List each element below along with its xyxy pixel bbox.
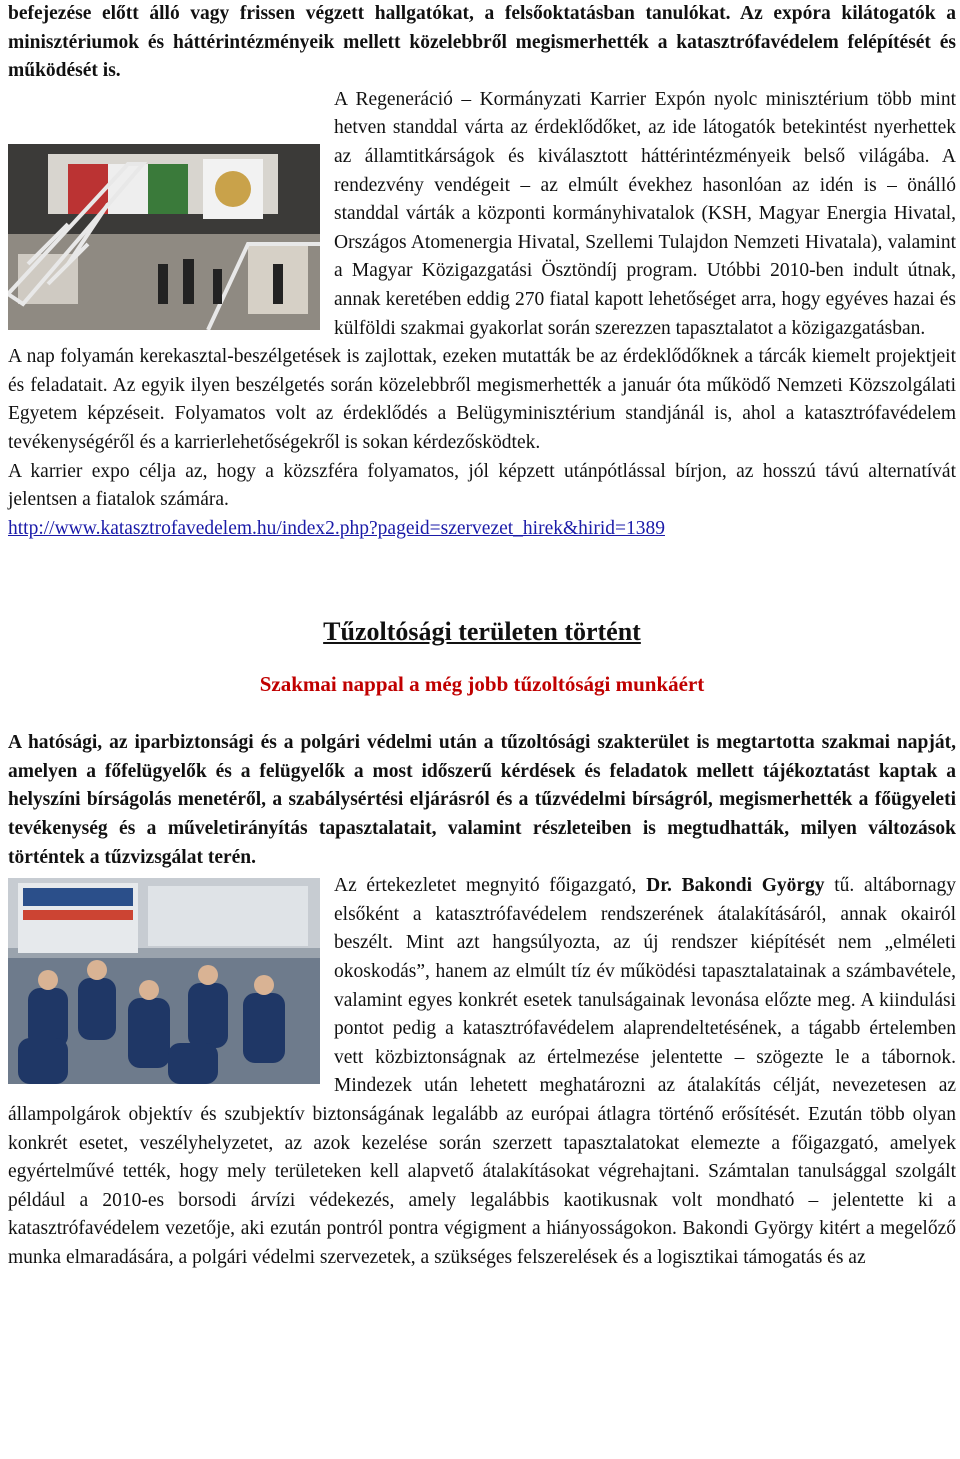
meeting-text-start: Az értekezletet megnyitó főigazgató, [334, 875, 647, 897]
roundtable-paragraph: A nap folyamán kerekasztal-beszélgetések is zajlottak, ezeken mutatták be az érdeklődőknek a tárcák kiemelt projektjeit és feladatait. Az egyik ilyen beszélgetés során közelebbről megismerhették a január óta működő Nemzeti Közszolgálati Egyetem képzéseit. Folyamatos volt az érdeklődés a Belügyminisztérium standjánál is, ahol a katasztrófavédelem tevékenységéről és a karrierlehetőségekről is sokan kérdezősködtek. [8, 346, 956, 453]
intro-paragraph: befejezése előtt álló vagy frissen végzett hallgatókat, a felsőoktatásban tanulókat. Az expóra kilátogatók a minisztériumok és háttérintézményeik mellett közelebbről megismerhették a katasztrófavédelem felépítését és működését is. [8, 3, 956, 82]
section-title: Tűzoltósági területen történt [323, 617, 641, 647]
document-page [8, 0, 956, 1273]
meeting-text-rest: tű. altábornagy elsőként a katasztrófavédelem rendszerének átalakításáról, annak okairól beszélt. Mint azt hangsúlyozta, az új rendszer kiépítését nem „elméleti okoskodás”, hanem az elmúlt tíz év működési tapasztalatainak a számbavétele, valamint egyes konkrét esetek tanulságainak levonása előzte meg. A kiindulási pontot pedig a katasztrófavédelem alaprendeltetésének, a tágabb értelemben vett közbiztonságnak az értelmezése jelentette – szögezte le a tábornok. Mindezek után lehetett meghatározni az átalakítás célját, nevezetesen az állampolgárok objektív és szubjektív biztonságának legalább az európai átlagra történő erősítését. Ezután több olyan konkrét esetet, veszélyhelyzetet, az azok kezelése során szerzett tapasztalatokat elemezte a főigazgató, amelyek egyértelművé tették, hogy mely területeken kell alapvető átalakításokat végrehajtani. Számtalan tanulsággal szolgált például a 2010-es borsodi árvízi védekezés, amely legalábbis kaotikusnak volt mondható – jelentette ki a katasztrófavédelem vezetője, aki ezután pontról pontra végigment a hiányosságokon. Bakondi György kitért a megelőző munka elmaradására, a polgári védelmi szervezetek, a szükséges felszerelések és a logisztikai támogatás és az [8, 875, 956, 1268]
expo-paragraph [8, 86, 956, 343]
section-subtitle: Szakmai nappal a még jobb tűzoltósági munkáért [259, 672, 705, 697]
lead-paragraph: A hatósági, az iparbiztonsági és a polgári védelmi után a tűzoltósági szakterület is megtartotta szakmai napját, amelyen a főfelügyelők és a felügyelők a most időszerű kérdések és feladatok mellett tájékoztatást kaptak a helyszíni bírságolás menetéről, a szabálysértési eljárásról és a tűzvédelmi bírságról, megismerhették a főügyeleti tevékenység és a műveletirányítás tapasztalatait, valamint részleteiben is megtudhatták, milyen változások történtek a tűzvizsgálat terén. [8, 732, 956, 868]
source-link[interactable]: http://www.katasztrofavedelem.hu/index2.php?pageid=szervezet_hirek&hirid=1389 [8, 517, 665, 539]
meeting-paragraph [8, 872, 956, 1272]
meeting-photo [8, 878, 320, 1084]
expo-hall-photo [8, 144, 320, 330]
meeting-image [8, 878, 320, 1084]
expo-hall-image [8, 144, 320, 330]
expo-text: A Regeneráció – Kormányzati Karrier Expón nyolc minisztérium több mint hetven standdal várta az érdeklődőket, az ide látogatók betekintést nyerhettek az államtitkárságok és kiválasztott háttérintézményeik belső világába. A rendezvény vendégeit – az elmúlt évekhez hasonlóan az idén is – önálló standdal várták a központi kormányhivatalok (KSH, Magyar Energia Hivatal, Országos Atomenergia Hivatal, Szellemi Tulajdon Nemzeti Hivatala), valamint a Magyar Közigazgatási Ösztöndíj program. Utóbbi 2010-ben indult útnak, annak keretében eddig 270 fiatal kapott lehetőséget arra, hogy egyéves hazai és külföldi szakmai gyakorlat során szerezzen tapasztalatot a közigazgatásban. [334, 88, 956, 339]
goal-paragraph: A karrier expo célja az, hogy a közszféra folyamatos, jól képzett utánpótlással bírjon, az hosszú távú alternatívát jelentsen a fiatalok számára. [8, 460, 956, 511]
director-name: Dr. Bakondi György [646, 875, 825, 897]
